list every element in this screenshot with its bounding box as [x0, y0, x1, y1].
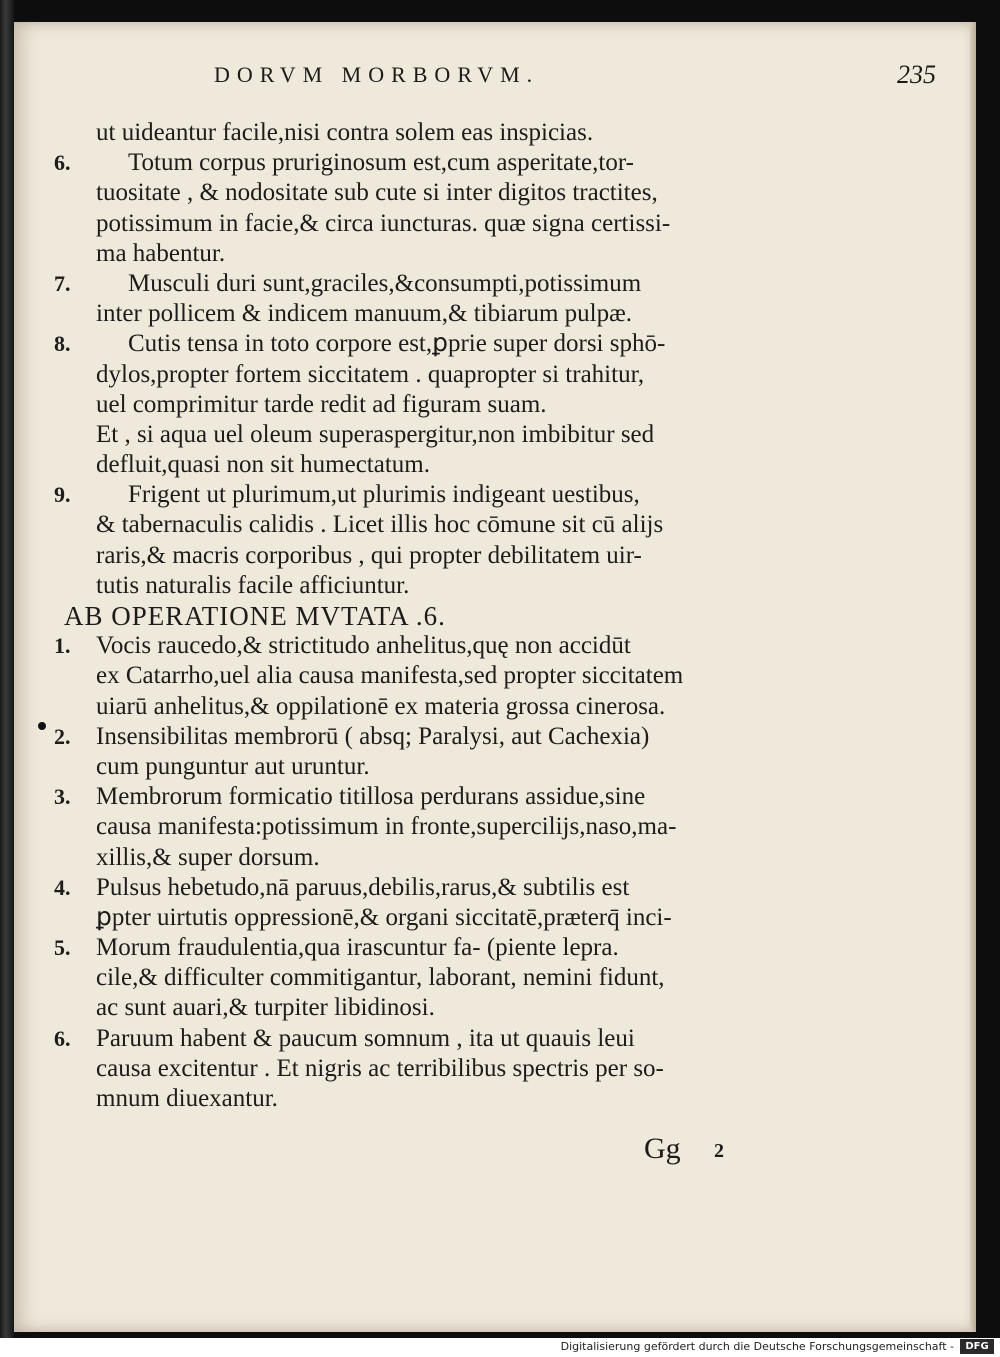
text-line: [54, 269, 794, 299]
dfg-logo-icon: DFG: [960, 1339, 994, 1354]
item-number: 9.: [54, 482, 71, 508]
text-line: [54, 239, 794, 269]
line-text: ex Catarrho,uel alia causa manifesta,sed propter siccitatem: [96, 662, 684, 690]
line-text: inter pollicem & indicem manuum,& tibiarum pulpæ.: [96, 300, 633, 328]
text-line: [54, 933, 794, 963]
line-text: Paruum habent & paucum somnum , ita ut quauis leui: [96, 1024, 635, 1052]
text-line: [54, 812, 794, 842]
text-line: [54, 510, 794, 540]
text-line: [54, 843, 794, 873]
line-text: potissimum in facie,& circa iuncturas. quæ signa certissi-: [96, 209, 671, 237]
text-line: [54, 692, 794, 722]
text-line: [54, 1054, 794, 1084]
body-text: [54, 118, 794, 1114]
text-line: [54, 1084, 794, 1114]
text-line: [54, 1024, 794, 1054]
text-line: [54, 299, 794, 329]
funding-credit: Digitalisierung gefördert durch die Deutsche Forschungsgemeinschaft -: [560, 1340, 954, 1353]
item-number: 5.: [54, 935, 71, 961]
text-line: [54, 993, 794, 1023]
text-line: [54, 752, 794, 782]
line-text: AB OPERATIONE MVTATA .6.: [64, 601, 446, 631]
line-text: Morum fraudulentia,qua irascuntur fa- (piente lepra.: [96, 934, 619, 962]
line-text: ut uideantur facile,nisi contra solem eas inspicias.: [96, 119, 594, 146]
text-line: [54, 329, 794, 359]
margin-mark: [38, 722, 46, 730]
line-text: Vocis raucedo,& strictitudo anhelitus,quę non accidūt: [96, 632, 631, 660]
line-text: tuositate , & nodositate sub cute si inter digitos tractites,: [96, 179, 658, 207]
page-number: 235: [897, 60, 936, 89]
signature-mark: 2: [714, 1140, 724, 1162]
line-text: uiarū anhelitus,& oppilationē ex materia grossa cinerosa.: [96, 692, 666, 720]
line-text: Musculi duri sunt,graciles,&consumpti,potissimum: [128, 269, 642, 297]
text-line: [54, 450, 794, 480]
line-text: cum punguntur aut uruntur.: [96, 752, 370, 780]
text-line: [54, 209, 794, 239]
line-text: causa excitentur . Et nigris ac terribilibus spectris per so-: [96, 1054, 664, 1082]
line-text: cile,& difficulter commitigantur, laborant, nemini fidunt,: [96, 964, 665, 992]
section-heading: [54, 601, 794, 631]
line-text: defluit,quasi non sit humectatum.: [96, 451, 430, 479]
text-line: [54, 782, 794, 812]
item-number: 2.: [54, 723, 71, 749]
running-head: [214, 62, 934, 94]
line-text: Membrorum formicatio titillosa perdurans assidue,sine: [96, 783, 646, 811]
line-text: tutis naturalis facile afficiuntur.: [96, 571, 410, 599]
page-edge: [970, 22, 976, 1332]
item-number: 6.: [54, 1025, 71, 1051]
text-line: [54, 118, 794, 148]
text-line: [54, 541, 794, 571]
line-text: Totum corpus pruriginosum est,cum asperitate,tor-: [128, 149, 634, 177]
text-line: [54, 420, 794, 450]
line-text: & tabernaculis calidis . Licet illis hoc cōmune sit cū alijs: [96, 511, 664, 539]
text-line: [54, 360, 794, 390]
item-number: 6.: [54, 150, 71, 176]
line-text: uel comprimitur tarde redit ad figuram suam.: [96, 390, 547, 418]
line-text: Frigent ut plurimum,ut plurimis indigeant uestibus,: [128, 481, 640, 509]
line-text: mnum diuexantur.: [96, 1085, 278, 1112]
text-line: [54, 903, 794, 933]
line-text: ꝑpter uirtutis oppressionē,& organi siccitatē,præterq̄ inci-: [96, 903, 672, 931]
text-line: [54, 963, 794, 993]
text-line: [54, 661, 794, 691]
text-line: [54, 390, 794, 420]
item-number: 8.: [54, 331, 71, 357]
catchword: Gg: [644, 1132, 681, 1165]
text-line: [54, 722, 794, 752]
text-line: [54, 480, 794, 510]
text-line: [54, 178, 794, 208]
line-text: Cutis tensa in toto corpore est,ꝑprie super dorsi sphō-: [128, 330, 666, 358]
text-line: [54, 631, 794, 661]
line-text: Et , si aqua uel oleum superaspergitur,non imbibitur sed: [96, 420, 655, 448]
line-text: ac sunt auari,& turpiter libidinosi.: [96, 994, 435, 1022]
item-number: 4.: [54, 874, 71, 900]
book-spine: [0, 0, 14, 1338]
line-text: Pulsus hebetudo,nā paruus,debilis,rarus,& subtilis est: [96, 873, 630, 901]
line-text: raris,& macris corporibus , qui propter debilitatem uir-: [96, 541, 642, 569]
line-text: xillis,& super dorsum.: [96, 843, 320, 871]
text-line: [54, 148, 794, 178]
running-title: DORVM MORBORVM.: [214, 62, 540, 87]
item-number: 7.: [54, 270, 71, 296]
line-text: dylos,propter fortem siccitatem . quapropter si trahitur,: [96, 360, 645, 388]
item-number: 1.: [54, 633, 71, 659]
line-text: ma habentur.: [96, 239, 226, 267]
text-line: [54, 571, 794, 601]
book-page: [14, 22, 976, 1332]
line-text: Insensibilitas membrorū ( absq; Paralysi, aut Cachexia): [96, 722, 650, 750]
footer-bar: [0, 1338, 1000, 1357]
line-text: causa manifesta:potissimum in fronte,supercilijs,naso,ma-: [96, 813, 677, 841]
item-number: 3.: [54, 784, 71, 810]
text-line: [54, 873, 794, 903]
